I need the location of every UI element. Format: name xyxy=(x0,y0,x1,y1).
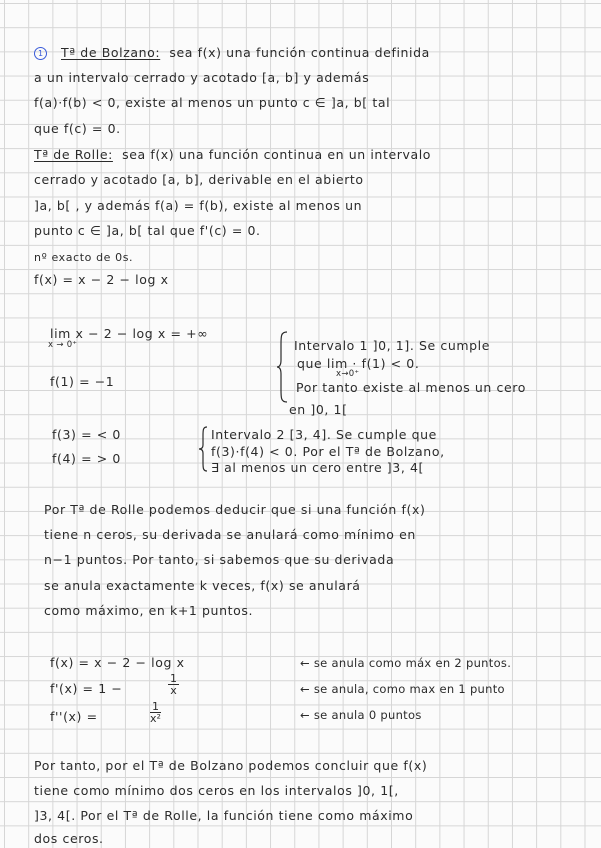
interval-2-line-3: ∃ al menos un cero entre ]3, 4[ xyxy=(211,460,425,475)
final-line-3: ]3, 4[. Por el Tª de Rolle, la función tiene como máximo xyxy=(34,808,414,823)
deriv-f2-note: ← se anula 0 puntos xyxy=(300,708,422,722)
rolle-conclusion-line-1: Por Tª de Rolle podemos deducir que si una función f(x) xyxy=(44,502,426,517)
item-number-badge: 1 xyxy=(34,47,47,60)
final-line-4: dos ceros. xyxy=(34,831,104,846)
f-at-1: f(1) = −1 xyxy=(50,374,115,389)
interval-1-line-2: que lim · f(1) < 0. xyxy=(297,356,420,371)
exact-zeros-line: nº exacto de 0s. xyxy=(34,251,134,264)
f-at-3: f(3) = < 0 xyxy=(52,427,121,442)
rolle-line-3: ]a, b[ , y además f(a) = f(b), existe al menos un xyxy=(34,198,363,213)
interval-1-brace xyxy=(277,330,291,404)
deriv-f2-numerator: 1 xyxy=(152,700,159,713)
limit-subscript: x → 0⁺ xyxy=(48,340,78,350)
deriv-f1-denominator: x xyxy=(170,684,177,697)
bolzano-title: Tª de Bolzano: xyxy=(61,45,161,60)
bolzano-line-4: que f(c) = 0. xyxy=(34,121,121,136)
f-at-4: f(4) = > 0 xyxy=(52,451,121,466)
deriv-f1-note: ← se anula, como max en 1 punto xyxy=(300,682,505,696)
rolle-heading-line xyxy=(34,147,431,163)
deriv-f1-prefix: f'(x) = 1 − xyxy=(50,681,123,696)
rolle-line-1: sea f(x) una función continua en un intervalo xyxy=(122,147,432,162)
interval-1-line-3: Por tanto existe al menos un cero xyxy=(296,380,526,395)
function-definition: f(x) = x − 2 − log x xyxy=(34,272,169,287)
deriv-f2-denominator: x² xyxy=(150,712,161,725)
deriv-f1-numerator: 1 xyxy=(170,672,177,685)
rolle-conclusion-line-3: n−1 puntos. Por tanto, si sabemos que su derivada xyxy=(44,552,395,567)
rolle-conclusion-line-4: se anula exactamente k veces, f(x) se anulará xyxy=(44,578,361,593)
rolle-title: Tª de Rolle: xyxy=(34,147,113,162)
deriv-f-note: ← se anula como máx en 2 puntos. xyxy=(300,656,512,670)
rolle-conclusion-line-2: tiene n ceros, su derivada se anulará como mínimo en xyxy=(44,527,416,542)
rolle-conclusion-line-5: como máximo, en k+1 puntos. xyxy=(44,603,254,618)
rolle-line-2: cerrado y acotado [a, b], derivable en el abierto xyxy=(34,172,364,187)
deriv-f2-prefix: f''(x) = xyxy=(50,709,98,724)
rolle-line-4: punto c ∈ ]a, b[ tal que f'(c) = 0. xyxy=(34,223,261,238)
bolzano-line-2: a un intervalo cerrado y acotado [a, b] y además xyxy=(34,70,370,85)
deriv-f1-fraction xyxy=(168,673,179,697)
interval-2-line-1: Intervalo 2 [3, 4]. Se cumple que xyxy=(211,427,437,442)
deriv-f: f(x) = x − 2 − log x xyxy=(50,655,185,670)
interval-2-brace xyxy=(199,426,209,472)
deriv-f2-fraction xyxy=(150,701,161,725)
bolzano-heading-line xyxy=(34,45,430,61)
bolzano-line-1: sea f(x) una función continua definida xyxy=(169,45,430,60)
final-line-1: Por tanto, por el Tª de Bolzano podemos concluir que f(x) xyxy=(34,758,428,773)
limit-expression: lim x − 2 − log x = +∞ xyxy=(50,326,209,341)
final-line-2: tiene como mínimo dos ceros en los intervalos ]0, 1[, xyxy=(34,783,399,798)
interval-1-line-4: en ]0, 1[ xyxy=(289,402,348,417)
interval-1-line-1: Intervalo 1 ]0, 1]. Se cumple xyxy=(294,338,491,353)
bolzano-line-3: f(a)·f(b) < 0, existe al menos un punto c ∈ ]a, b[ tal xyxy=(34,95,391,110)
interval-2-line-2: f(3)·f(4) < 0. Por el Tª de Bolzano, xyxy=(211,444,445,459)
interval-1-limit-subscript: x→0⁺ xyxy=(336,369,360,379)
